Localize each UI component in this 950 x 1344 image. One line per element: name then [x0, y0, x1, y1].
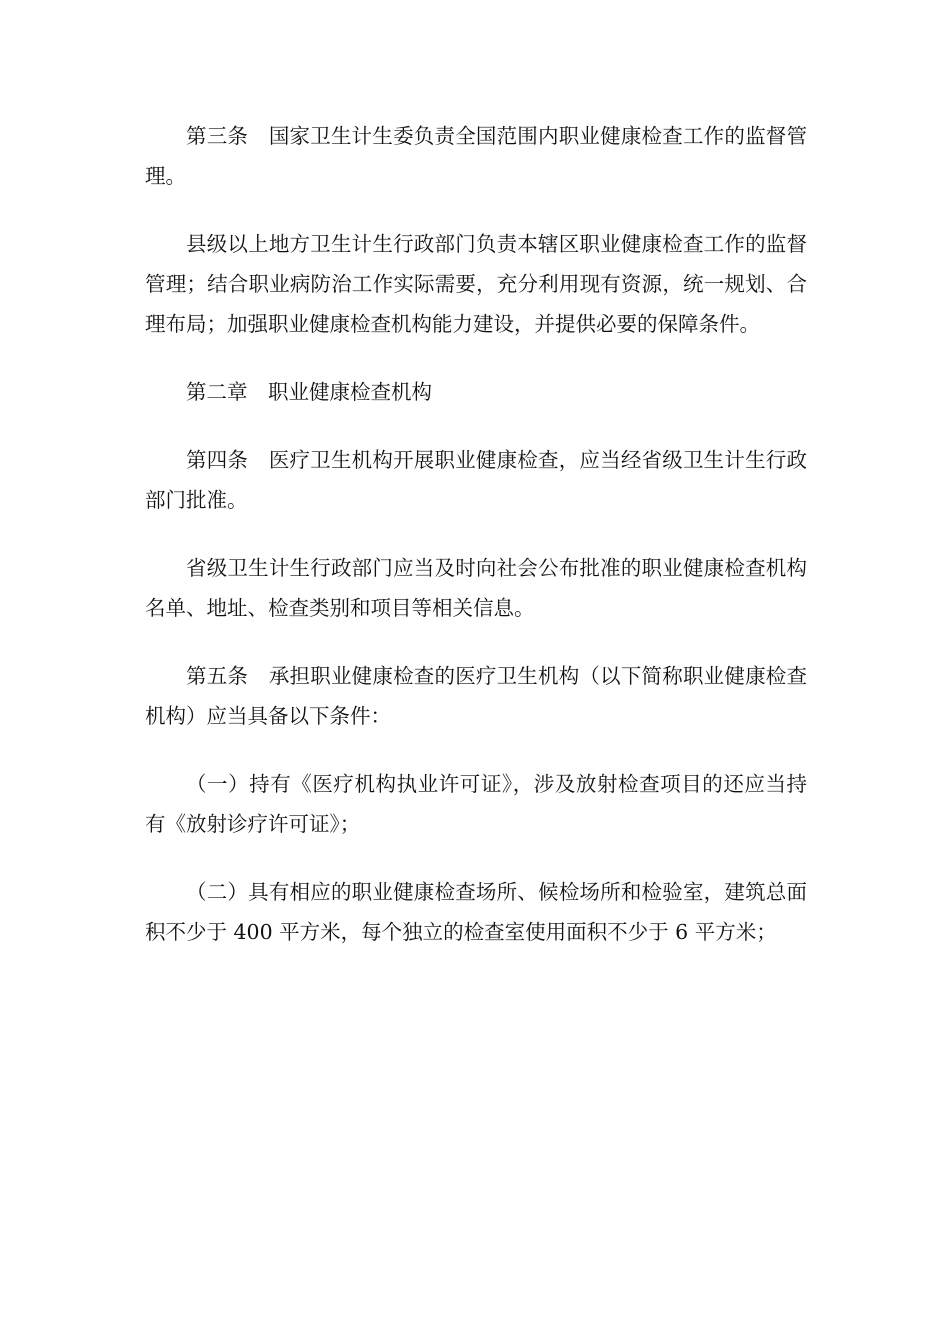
- chapter-2-heading: 第二章 职业健康检查机构: [186, 380, 432, 404]
- condition-2-paragraph: （二）具有相应的职业健康检查场所、候检场所和检验室，建筑总面积不少于 400 平方米，每个独立的检查室使用面积不少于 6 平方米；: [145, 880, 807, 944]
- county-level-supervision-paragraph: 县级以上地方卫生计生行政部门负责本辖区职业健康检查工作的监督管理；结合职业病防治工作实际需要，充分利用现有资源，统一规划、合理布局；加强职业健康检查机构能力建设，并提供必要的保障条件。: [145, 232, 807, 336]
- condition-1-paragraph: （一）持有《医疗机构执业许可证》，涉及放射检查项目的还应当持有《放射诊疗许可证》；: [145, 772, 807, 836]
- article-4-paragraph: 第四条 医疗卫生机构开展职业健康检查，应当经省级卫生计生行政部门批准。: [145, 448, 807, 512]
- document-body: [145, 116, 807, 980]
- provincial-announcement-paragraph: 省级卫生计生行政部门应当及时向社会公布批准的职业健康检查机构名单、地址、检查类别和项目等相关信息。: [145, 556, 807, 620]
- article-3-paragraph: 第三条 国家卫生计生委负责全国范围内职业健康检查工作的监督管理。: [145, 124, 807, 188]
- article-5-paragraph: 第五条 承担职业健康检查的医疗卫生机构（以下简称职业健康检查机构）应当具备以下条件：: [145, 664, 807, 728]
